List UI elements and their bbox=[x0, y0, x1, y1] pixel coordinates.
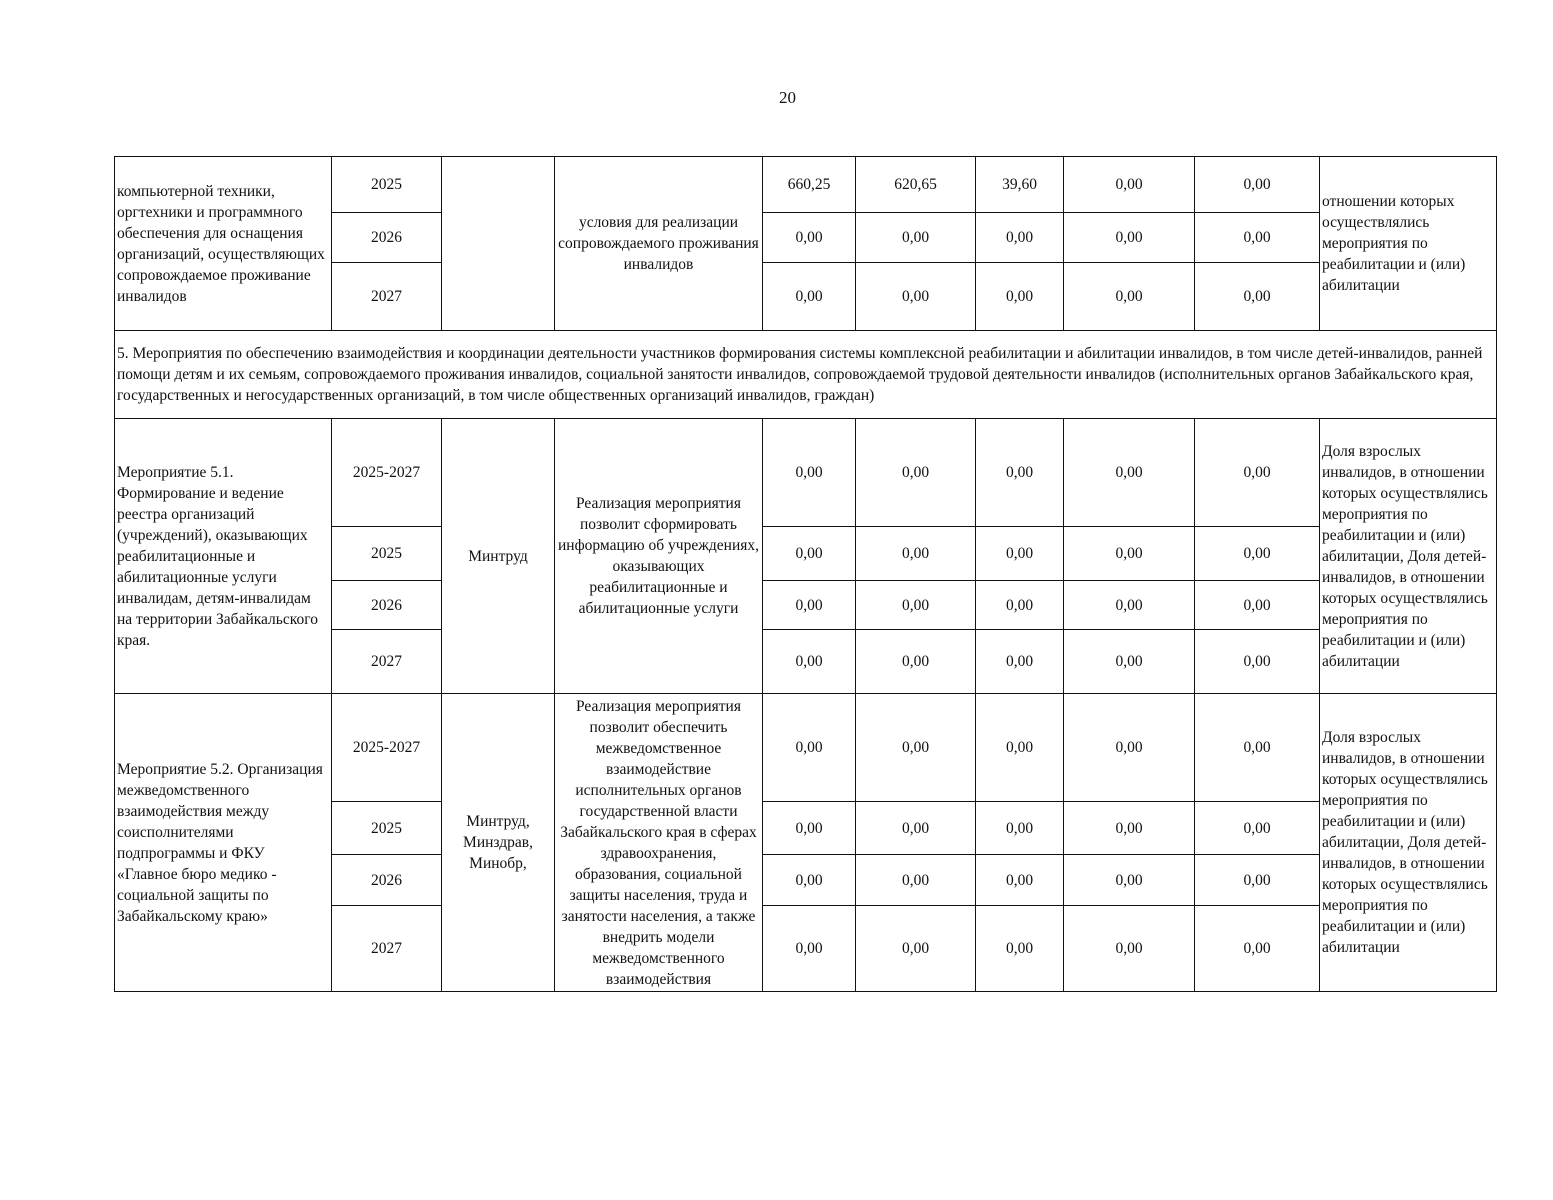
value-cell: 0,00 bbox=[976, 581, 1064, 630]
table-row bbox=[115, 694, 1497, 802]
section-title: 5. Мероприятия по обеспечению взаимодействия и координации деятельности участников формирования системы комплексной реабилитации и абилитации инвалидов, в том числе детей-инвалидов, ранней помощи детям и их семьям, сопровождаемого проживания инвалидов, социальной занятости инвалидов, сопровождаемой трудовой деятельности инвалидов (исполнительных органов Забайкальского края, государственных и негосударственных организаций, в том числе общественных организаций инвалидов, граждан) bbox=[115, 331, 1497, 419]
year-cell: 2025-2027 bbox=[332, 419, 442, 527]
value-cell: 0,00 bbox=[1195, 906, 1320, 992]
value-cell: 0,00 bbox=[856, 694, 976, 802]
program-table bbox=[114, 156, 1497, 992]
value-cell: 0,00 bbox=[856, 906, 976, 992]
year-cell: 2025 bbox=[332, 802, 442, 855]
value-cell: 0,00 bbox=[1064, 802, 1195, 855]
table-row bbox=[115, 157, 1497, 213]
table-row bbox=[115, 419, 1497, 527]
value-cell: 0,00 bbox=[1064, 855, 1195, 906]
measure-name-cell: Мероприятие 5.1. Формирование и ведение реестра организаций (учреждений), оказывающих реабилитационные и абилитационные услуги инвалидам, детям-инвалидам на территории Забайкальского края. bbox=[115, 419, 332, 694]
value-cell: 0,00 bbox=[763, 263, 856, 331]
value-cell: 0,00 bbox=[976, 213, 1064, 263]
year-cell: 2025 bbox=[332, 157, 442, 213]
value-cell: 0,00 bbox=[1195, 630, 1320, 694]
year-cell: 2027 bbox=[332, 630, 442, 694]
result-cell: Реализация мероприятия позволит обеспечить межведомственное взаимодействие исполнительных органов государственной власти Забайкальского края в сферах здравоохранения, образования, социальной защиты населения, труда и занятости населения, а также внедрить модели межведомственного взаимодействия bbox=[555, 694, 763, 992]
value-cell: 620,65 bbox=[856, 157, 976, 213]
year-cell: 2026 bbox=[332, 855, 442, 906]
value-cell: 39,60 bbox=[976, 157, 1064, 213]
value-cell: 0,00 bbox=[763, 581, 856, 630]
section-row bbox=[115, 331, 1497, 419]
value-cell: 0,00 bbox=[1195, 263, 1320, 331]
value-cell: 0,00 bbox=[1195, 213, 1320, 263]
value-cell: 0,00 bbox=[1195, 157, 1320, 213]
indicator-cell: Доля взрослых инвалидов, в отношении которых осуществлялись мероприятия по реабилитации и (или) абилитации, Доля детей-инвалидов, в отношении которых осуществлялись мероприятия по реабилитации и (или) абилитации bbox=[1320, 419, 1497, 694]
value-cell: 0,00 bbox=[763, 419, 856, 527]
value-cell: 0,00 bbox=[1195, 419, 1320, 527]
value-cell: 0,00 bbox=[856, 630, 976, 694]
value-cell: 0,00 bbox=[1064, 527, 1195, 581]
value-cell: 0,00 bbox=[856, 581, 976, 630]
value-cell: 0,00 bbox=[1195, 581, 1320, 630]
value-cell: 0,00 bbox=[1064, 419, 1195, 527]
value-cell: 0,00 bbox=[763, 906, 856, 992]
value-cell: 0,00 bbox=[976, 630, 1064, 694]
value-cell: 0,00 bbox=[856, 419, 976, 527]
result-cell: Реализация мероприятия позволит сформировать информацию об учреждениях, оказывающих реабилитационные и абилитационные услуги bbox=[555, 419, 763, 694]
value-cell: 0,00 bbox=[1195, 855, 1320, 906]
executor-cell bbox=[442, 157, 555, 331]
value-cell: 0,00 bbox=[1064, 157, 1195, 213]
year-cell: 2025 bbox=[332, 527, 442, 581]
measure-name-cell: компьютерной техники, оргтехники и программного обеспечения для оснащения организаций, осуществляющих сопровождаемое проживание инвалидов bbox=[115, 157, 332, 331]
value-cell: 0,00 bbox=[856, 527, 976, 581]
value-cell: 0,00 bbox=[1064, 906, 1195, 992]
value-cell: 0,00 bbox=[1064, 581, 1195, 630]
value-cell: 0,00 bbox=[856, 263, 976, 331]
year-cell: 2026 bbox=[332, 213, 442, 263]
value-cell: 0,00 bbox=[976, 263, 1064, 331]
value-cell: 0,00 bbox=[856, 855, 976, 906]
value-cell: 0,00 bbox=[856, 802, 976, 855]
value-cell: 0,00 bbox=[976, 419, 1064, 527]
page-number: 20 bbox=[779, 88, 796, 107]
value-cell: 0,00 bbox=[1064, 630, 1195, 694]
indicator-cell: Доля взрослых инвалидов, в отношении которых осуществлялись мероприятия по реабилитации и (или) абилитации, Доля детей-инвалидов, в отношении которых осуществлялись мероприятия по реабилитации и (или) абилитации bbox=[1320, 694, 1497, 992]
year-cell: 2026 bbox=[332, 581, 442, 630]
value-cell: 0,00 bbox=[763, 630, 856, 694]
value-cell: 0,00 bbox=[976, 527, 1064, 581]
value-cell: 0,00 bbox=[763, 527, 856, 581]
value-cell: 0,00 bbox=[1195, 527, 1320, 581]
value-cell: 0,00 bbox=[1195, 694, 1320, 802]
value-cell: 0,00 bbox=[856, 213, 976, 263]
value-cell: 0,00 bbox=[1064, 263, 1195, 331]
value-cell: 0,00 bbox=[763, 213, 856, 263]
executor-cell: Минтруд, Минздрав, Минобр, bbox=[442, 694, 555, 992]
measure-name-cell: Мероприятие 5.2. Организация межведомственного взаимодействия между соисполнителями подпрограммы и ФКУ «Главное бюро медико - социальной защиты по Забайкальскому краю» bbox=[115, 694, 332, 992]
value-cell: 0,00 bbox=[976, 855, 1064, 906]
value-cell: 0,00 bbox=[976, 694, 1064, 802]
value-cell: 0,00 bbox=[763, 694, 856, 802]
value-cell: 660,25 bbox=[763, 157, 856, 213]
value-cell: 0,00 bbox=[976, 906, 1064, 992]
value-cell: 0,00 bbox=[1064, 213, 1195, 263]
value-cell: 0,00 bbox=[1064, 694, 1195, 802]
value-cell: 0,00 bbox=[1195, 802, 1320, 855]
result-cell: условия для реализации сопровождаемого проживания инвалидов bbox=[555, 157, 763, 331]
executor-cell: Минтруд bbox=[442, 419, 555, 694]
value-cell: 0,00 bbox=[763, 802, 856, 855]
year-cell: 2027 bbox=[332, 263, 442, 331]
year-cell: 2025-2027 bbox=[332, 694, 442, 802]
year-cell: 2027 bbox=[332, 906, 442, 992]
indicator-cell: отношении которых осуществлялись мероприятия по реабилитации и (или) абилитации bbox=[1320, 157, 1497, 331]
value-cell: 0,00 bbox=[763, 855, 856, 906]
value-cell: 0,00 bbox=[976, 802, 1064, 855]
